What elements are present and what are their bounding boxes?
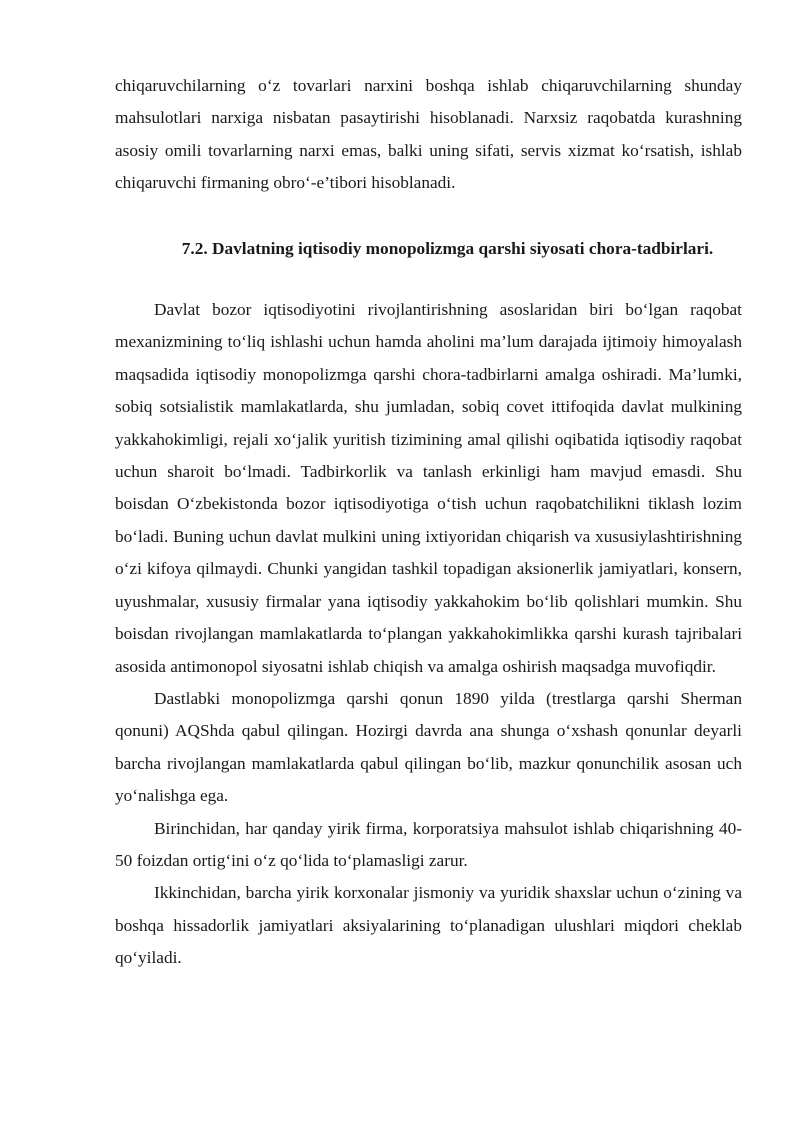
paragraph-continuation: chiqaruvchilarning o‘z tovarlari narxini boshqa ishlab chiqaruvchilarning shunday mahsulotlari narxiga nisbatan pasaytirishi hisoblanadi. Narxsiz raqobatda kurashning asosiy omili tovarlarning narxi emas, balki uning sifati, servis xizmat ko‘rsatish, ishlab chiqaruvchi firmaning obro‘-e’tibori hisoblanadi. xyxy=(115,76,742,193)
spacer xyxy=(115,200,742,233)
paragraph-second-direction: Ikkinchidan, barcha yirik korxonalar jismoniy va yuridik shaxslar uchun o‘zining va boshqa hissadorlik jamiyatlari aksiyalarining to‘planadigan ulushlari miqdori cheklab qo‘yiladi. xyxy=(115,883,742,968)
page-content xyxy=(115,70,742,975)
spacer xyxy=(115,265,742,294)
section-heading: 7.2. Davlatning iqtisodiy monopolizmga qarshi siyosati chora-tadbirlari. xyxy=(181,238,714,258)
paragraph-intro: Davlat bozor iqtisodiyotini rivojlantirishning asoslaridan biri bo‘lgan raqobat mexanizmining to‘liq ishlashi uchun hamda aholini ma’lum darajada ijtimoiy himoyalash maqsadida iqtisodiy monopolizmga qarshi chora-tadbirlarni amalga oshiradi. Ma’lumki, sobiq sotsialistik mamlakatlarda, shu jumladan, sobiq covet ittifoqida davlat mulkining yakkahokimligi, rejali xo‘jalik yuritish tizimining amal qilishi oqibatida iqtisodiy raqobat uchun sharoit bo‘lmadi. Tadbirkorlik va tanlash erkinligi ham mavjud emasdi. Shu boisdan O‘zbekistonda bozor iqtisodiyotiga o‘tish uchun raqobatchilikni tiklash lozim bo‘ladi. Buning uchun davlat mulkini uning ixtiyoridan chiqarish va xususiylashtirishning o‘zi kifoya qilmaydi. Chunki yangidan tashkil topadigan aksionerlik jamiyatlari, konsern, uyushmalar, xususiy firmalar yana iqtisodiy yakkahokim bo‘lib qolishlari mumkin. Shu boisdan rivojlangan mamlakatlarda to‘plangan yakkahokimlikka qarshi kurash tajribalari asosida antimonopol siyosatni ishlab chiqish va amalga oshirish maqsadga muvofiqdir. xyxy=(115,300,742,676)
paragraph-first-direction: Birinchidan, har qanday yirik firma, korporatsiya mahsulot ishlab chiqarishning 40-50 foizdan ortig‘ini o‘z qo‘lida to‘plamasligi zarur. xyxy=(115,818,742,870)
paragraph-history: Dastlabki monopolizmga qarshi qonun 1890 yilda (trestlarga qarshi Sherman qonuni) AQShda qabul qilingan. Hozirgi davrda ana shunga o‘xshash qonunlar deyarli barcha rivojlangan mamlakatlarda qabul qilingan bo‘lib, mazkur qonunchilik asosan uch yo‘nalishga ega. xyxy=(115,688,742,806)
